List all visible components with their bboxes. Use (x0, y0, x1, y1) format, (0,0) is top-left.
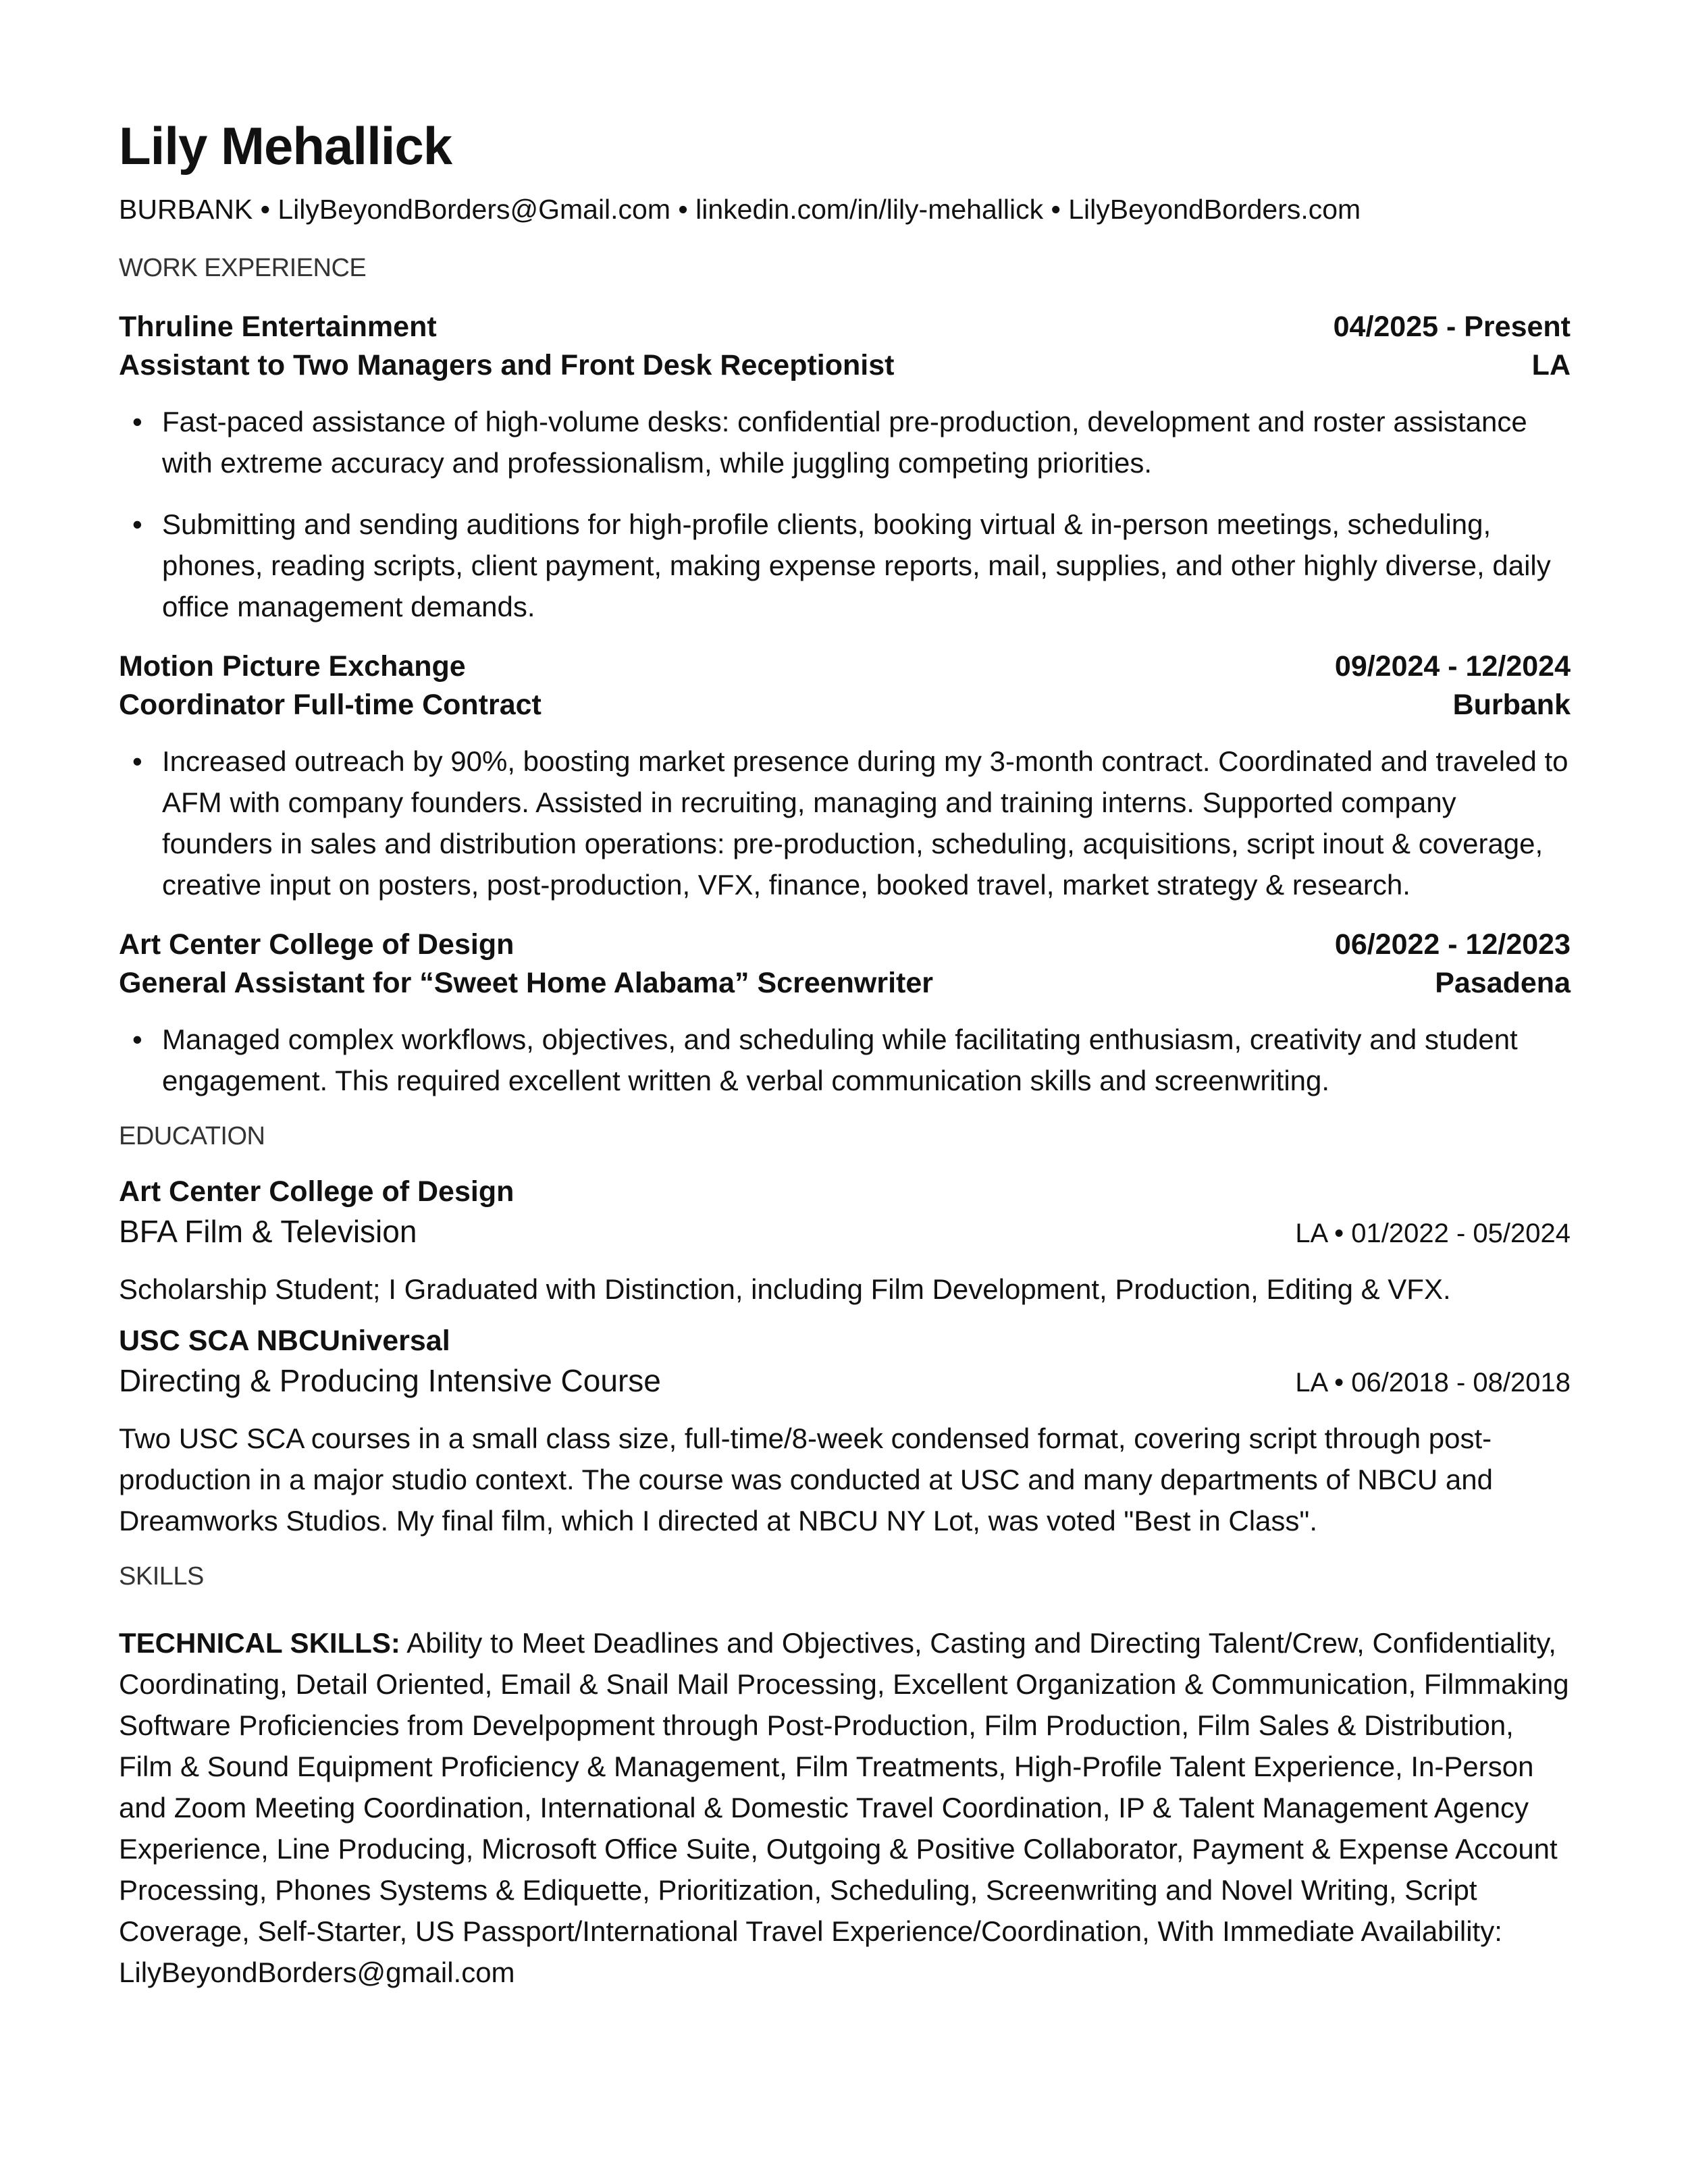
job-entry (119, 308, 1571, 627)
education-note: Scholarship Student; I Graduated with Distinction, including Film Development, Production, Editing & VFX. (119, 1273, 1451, 1305)
education-degree: BFA Film & Television (119, 1213, 417, 1249)
job-entry (119, 647, 1571, 905)
job-header-row (119, 926, 1571, 964)
job-header-row (119, 308, 1571, 346)
job-location: Pasadena (1435, 967, 1571, 1000)
job-bullet: • Increased outreach by 90%, boosting market presence during my 3-month contract. Coordinated and traveled to AFM with company founders. Assisted in recruiting, managing and training interns. Supported company founders in sales and distribution operations: pre-production, scheduling, acquisitions, script inout & coverage, creative input on posters, post-production, VFX, finance, booked travel, market strategy & research. (162, 741, 1571, 905)
job-company: Motion Picture Exchange (119, 650, 466, 683)
candidate-name: Lily Mehallick (119, 116, 452, 176)
job-entry (119, 926, 1571, 1101)
education-note: Two USC SCA courses in a small class size, full-time/8-week condensed format, covering script through post-production in a major studio context. The course was conducted at USC and many departments of NBCU and Dreamworks Studios. My final film, which I directed at NBCU NY Lot, was voted "Best in Class". (119, 1422, 1493, 1537)
resume-page (119, 115, 1571, 1993)
education-meta: LA • 01/2022 - 05/2024 (1295, 1218, 1571, 1248)
job-title-row (119, 964, 1571, 1003)
job-header-row (119, 647, 1571, 686)
job-title: General Assistant for “Sweet Home Alabama” Screenwriter (119, 967, 934, 1000)
job-dates: 04/2025 - Present (1333, 311, 1571, 344)
skills-text: Ability to Meet Deadlines and Objectives, Casting and Directing Talent/Crew, Confidentiality, Coordinating, Detail Oriented, Email & Snail Mail Processing, Excellent Organization & Communication, Filmmaking Software Proficiencies from Develpopment through Post-Production, Film Production, Film Sales & Distribution, Film & Sound Equipment Proficiency & Management, Film Treatments, High-Profile Talent Experience, In-Person and Zoom Meeting Coordination, International & Domestic Travel Coordination, IP & Talent Management Agency Experience, Line Producing, Microsoft Office Suite, Outgoing & Positive Collaborator, Payment & Expense Account Processing, Phones Systems & Ediquette, Prioritization, Scheduling, Screenwriting and Novel Writing, Script Coverage, Self-Starter, US Passport/International Travel Experience/Coordination, With Immediate Availability: LilyBeyondBorders@gmail.com (119, 1626, 1569, 1988)
job-company: Art Center College of Design (119, 928, 515, 961)
job-title: Coordinator Full-time Contract (119, 689, 542, 722)
education-row (119, 1211, 1571, 1254)
job-bullet: • Managed complex workflows, objectives, and scheduling while facilitating enthusiasm, creativity and student engagement. This required excellent written & verbal communication skills and screenwriting. (162, 1019, 1571, 1101)
education-row (119, 1360, 1571, 1403)
job-bullet: • Fast-paced assistance of high-volume desks: confidential pre-production, development and roster assistance with extreme accuracy and professionalism, while juggling competing priorities. (162, 401, 1571, 483)
job-bullets (119, 741, 1571, 905)
section-heading-work: WORK EXPERIENCE (119, 253, 367, 282)
section-heading-education: EDUCATION (119, 1122, 265, 1151)
job-dates: 09/2024 - 12/2024 (1334, 650, 1571, 683)
job-title: Assistant to Two Managers and Front Desk Receptionist (119, 349, 895, 382)
job-title-row (119, 686, 1571, 724)
education-entry (119, 1322, 1571, 1541)
education-school: USC SCA NBCUniversal (119, 1324, 450, 1357)
education-degree: Directing & Producing Intensive Course (119, 1362, 661, 1398)
education-meta: LA • 06/2018 - 08/2018 (1295, 1367, 1571, 1397)
job-dates: 06/2022 - 12/2023 (1334, 928, 1571, 961)
job-company: Thruline Entertainment (119, 311, 437, 344)
skills-paragraph (119, 1622, 1571, 1993)
job-bullets (119, 401, 1571, 627)
job-bullet: • Submitting and sending auditions for high-profile clients, booking virtual & in-person meetings, scheduling, phones, reading scripts, client payment, making expense reports, mail, supplies, and other highly diverse, daily office management demands. (162, 504, 1571, 627)
job-location: Burbank (1452, 689, 1571, 722)
education-school: Art Center College of Design (119, 1175, 515, 1208)
skills-label: TECHNICAL SKILLS: (119, 1626, 400, 1659)
job-bullets (119, 1019, 1571, 1101)
section-heading-skills: SKILLS (119, 1562, 204, 1591)
education-entry (119, 1173, 1571, 1310)
job-title-row (119, 346, 1571, 385)
job-location: LA (1531, 349, 1571, 382)
contact-line: BURBANK • LilyBeyondBorders@Gmail.com • linkedin.com/in/lily-mehallick • LilyBeyondBorders.com (119, 193, 1361, 225)
